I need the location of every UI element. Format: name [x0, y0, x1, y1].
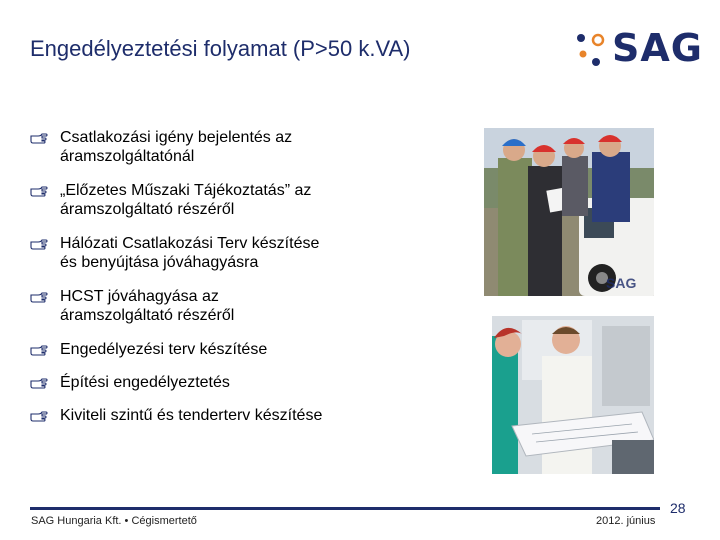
bullet-text-line2: áramszolgáltató részéről: [60, 307, 235, 324]
footer-date: 2012. június: [596, 515, 656, 527]
bullet-text-line1: Engedélyezési terv készítése: [60, 341, 268, 358]
hand-pointer-icon: [30, 237, 48, 251]
hand-pointer-icon: [30, 409, 48, 423]
plan-review-illustration: [492, 316, 654, 474]
list-item: [30, 234, 380, 272]
logo-dots-icon: [574, 32, 610, 68]
sag-logo: [574, 26, 703, 76]
site-workers-illustration: [484, 128, 654, 296]
bullet-text-line2: áramszolgáltatónál: [60, 148, 195, 165]
bullet-text-line1: Kiviteli szintű és tenderterv készítése: [60, 407, 323, 424]
list-item: [30, 128, 380, 166]
footer-divider: [30, 507, 660, 510]
list-item: [30, 340, 380, 359]
svg-text:SAG: SAG: [606, 275, 637, 291]
page-number: 28: [670, 500, 686, 516]
bullet-text-line2: és benyújtása jóváhagyásra: [60, 254, 259, 271]
bullet-list: [30, 128, 380, 425]
bullet-text-line1: Csatlakozási igény bejelentés az: [60, 129, 293, 146]
hand-pointer-icon: [30, 131, 48, 145]
list-item: [30, 287, 380, 325]
footer-company: SAG Hungaria Kft. • Cégismertető: [31, 515, 197, 527]
list-item: [30, 406, 380, 425]
list-item: [30, 181, 380, 219]
bullet-text-line2: áramszolgáltató részéről: [60, 201, 235, 218]
hand-pointer-icon: [30, 290, 48, 304]
hand-pointer-icon: [30, 184, 48, 198]
hand-pointer-icon: [30, 376, 48, 390]
bullet-text-line1: „Előzetes Műszaki Tájékoztatás” az: [60, 182, 312, 199]
site-workers-photo: [484, 128, 654, 296]
bullet-text-line1: Hálózati Csatlakozási Terv készítése: [60, 235, 320, 252]
bullet-text-line1: HCST jóváhagyása az: [60, 288, 219, 305]
plan-review-photo: [492, 316, 654, 474]
bullet-text-line1: Építési engedélyeztetés: [60, 374, 230, 391]
slide-title: Engedélyeztetési folyamat (P>50 k.VA): [30, 36, 411, 61]
hand-pointer-icon: [30, 343, 48, 357]
list-item: [30, 373, 380, 392]
logo-text: SAG: [612, 26, 703, 70]
